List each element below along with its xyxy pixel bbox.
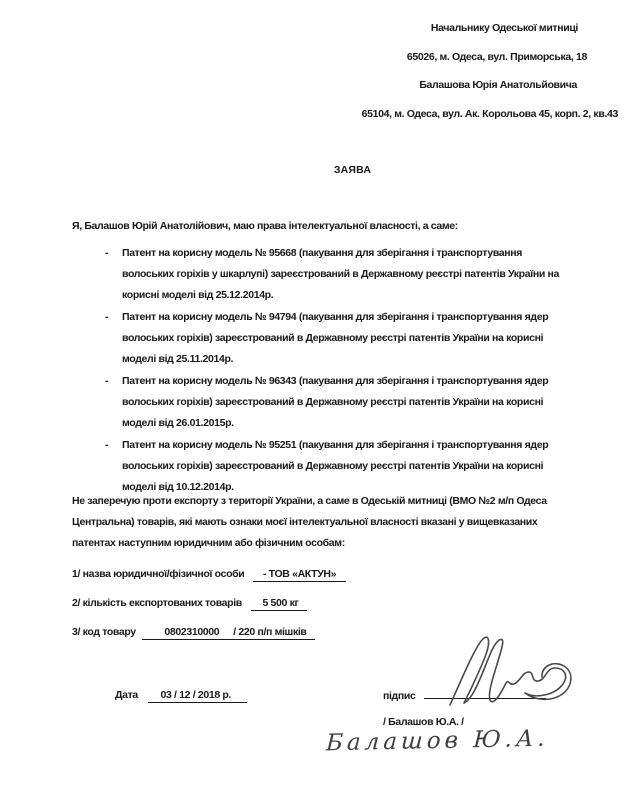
signature-label: підпис bbox=[383, 690, 416, 702]
consent-paragraph: Не заперечую проти експорту з території України, а саме в Одеській митниці (ВМО №2 м/п Одеса Центральна) товарів, які мають ознаки моєї інтелектуальної власності вказані у вищевказаних патентах наступним юридичним або фізичним особам: bbox=[72, 495, 547, 549]
handwritten-name: Балашов Ю.А. bbox=[325, 725, 550, 757]
recipient-title: Начальнику Одеської митниці bbox=[430, 22, 578, 34]
patent-list-item bbox=[72, 435, 562, 498]
field-quantity-label: 2/ кількість експортованих товарів bbox=[72, 597, 242, 609]
date-block bbox=[115, 685, 247, 706]
document-title: ЗАЯВА bbox=[333, 164, 372, 176]
patent-list bbox=[72, 243, 569, 498]
patent-list-item bbox=[72, 307, 562, 370]
patent-text: Патент на корисну модель № 96343 (пакування для зберігання і транспортування ядер волоських горіхів) зареєстрований в Державному реєстрі патентів України на корисні моделі від 26.01.2015р. bbox=[122, 375, 549, 429]
date-value: 03 / 12 / 2018 р. bbox=[148, 689, 247, 703]
document-body bbox=[72, 216, 569, 651]
field-legal-entity-label: 1/ назва юридичної/фізичної особи bbox=[72, 568, 245, 580]
field-quantity bbox=[72, 593, 569, 614]
field-goods-code-value: 0802310000 bbox=[142, 626, 233, 640]
patent-text: Патент на корисну модель № 95668 (пакування для зберігання і транспортування волоських горіхів у шкарлупі) зареєстрований в Державному реєстрі патентів України на корисні моделі від 25.12.2014р. bbox=[122, 247, 559, 301]
patent-text: Патент на корисну модель № 94794 (пакування для зберігання і транспортування ядер волоських горіхів) зареєстрований в Державному реєстрі патентів України на корисні моделі від 25.11.2014р. bbox=[122, 311, 549, 365]
intro-paragraph: Я, Балашов Юрій Анатолійович, маю права інтелектуальної власності, а саме: bbox=[72, 220, 458, 232]
patent-list-item bbox=[72, 371, 562, 434]
bullet-dash: - bbox=[105, 247, 109, 259]
bullet-dash: - bbox=[105, 375, 109, 387]
handwritten-signature-icon bbox=[442, 633, 574, 711]
signature-printed-name: / Балашов Ю.А. / bbox=[383, 716, 464, 728]
field-goods-packaging-value: / 220 п/п мішків bbox=[233, 626, 314, 640]
field-goods-code-label: 3/ код товару bbox=[72, 626, 136, 638]
recipient-address: 65026, м. Одеса, вул. Приморська, 18 bbox=[406, 50, 587, 63]
patent-text: Патент на корисну модель № 95251 (пакування для зберігання і транспортування ядер волоських горіхів) зареєстрований в Державному реєстрі патентів України на корисні моделі від 10.12.2014р. bbox=[122, 439, 549, 493]
field-legal-entity bbox=[72, 564, 569, 585]
applicant-address: 65104, м. Одеса, вул. Ак. Корольова 45, корп. 2, кв.43 bbox=[361, 107, 618, 120]
applicant-name: Балашова Юрія Анатольйовича bbox=[419, 79, 577, 91]
form-fields bbox=[72, 564, 569, 643]
field-quantity-value: 5 500 кг bbox=[251, 597, 307, 611]
recipient-address-block bbox=[0, 14, 629, 128]
bullet-dash: - bbox=[105, 311, 109, 323]
bullet-dash: - bbox=[105, 439, 109, 451]
patent-list-item bbox=[72, 243, 562, 306]
date-label: Дата bbox=[115, 689, 138, 701]
field-legal-entity-value: - ТОВ «АКТУН» bbox=[253, 568, 346, 582]
